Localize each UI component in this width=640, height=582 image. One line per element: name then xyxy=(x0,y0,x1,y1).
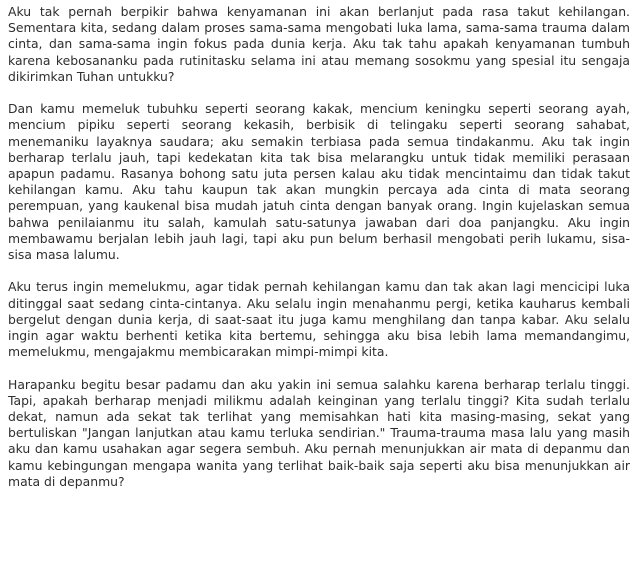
paragraph-2: Dan kamu memeluk tubuhku seperti seorang kakak, mencium keningku seperti seorang ayah, mencium pipiku seperti seorang kekasih, berbisik di telingaku seperti seorang sahabat, menemaniku layaknya saudara; aku semakin terbiasa pada semua tindakanmu. Aku tak ingin berharap terlalu jauh, tapi kedekatan kita tak bisa melarangku untuk tidak memiliki perasaan apapun padamu. Rasanya bohong satu juta persen kalau aku tidak mencintaimu dan tidak takut kehilangan kamu. Aku tahu kaupun tak akan mungkin percaya ada cinta di mata seorang perempuan, yang kaukenal bisa mudah jatuh cinta dengan banyak orang. Ingin kujelaskan semua bahwa penilaianmu itu salah, kamulah satu-satunya jawaban dari doa panjangku. Aku ingin membawamu berjalan lebih jauh lagi, tapi aku pun belum berhasil mengobati perih lukamu, sisa-sisa masa lalumu. xyxy=(8,101,630,263)
paragraph-4: Harapanku begitu besar padamu dan aku yakin ini semua salahku karena berharap terlalu tinggi. Tapi, apakah berharap menjadi milikmu adalah keinginan yang terlalu tinggi? Kita sudah terlalu dekat, namun ada sekat tak terlihat yang memisahkan hati kita masing-masing, sekat yang bertuliskan "Jangan lanjutkan atau kamu terluka sendirian." Trauma-trauma masa lalu yang masih aku dan kamu usahakan agar segera sembuh. Aku pernah menunjukkan air mata di depanmu dan kamu kebingungan mengapa wanita yang terlihat baik-baik saja seperti aku bisa menunjukkan air mata di depanmu? xyxy=(8,376,630,489)
document-body xyxy=(8,4,630,490)
paragraph-3: Aku terus ingin memelukmu, agar tidak pernah kehilangan kamu dan tak akan lagi mencicipi luka ditinggal saat sedang cinta-cintanya. Aku selalu ingin menahanmu pergi, ketika kauharus kembali bergelut dengan dunia kerja, di saat-saat itu juga kamu menghilang dan tanpa kabar. Aku selalu ingin agar waktu berhenti ketika kita bertemu, sehingga aku bisa lebih lama memandangimu, memelukmu, mengajakmu membicarakan mimpi-mimpi kita. xyxy=(8,279,630,360)
paragraph-1: Aku tak pernah berpikir bahwa kenyamanan ini akan berlanjut pada rasa takut kehilangan. Sementara kita, sedang dalam proses sama-sama mengobati luka lama, sama-sama trauma dalam cinta, dan sama-sama ingin fokus pada dunia kerja. Aku tak tahu apakah kenyamanan tumbuh karena kebosananku pada rutinitasku selama ini atau memang sosokmu yang spesial itu sengaja dikirimkan Tuhan untukku? xyxy=(8,4,630,84)
